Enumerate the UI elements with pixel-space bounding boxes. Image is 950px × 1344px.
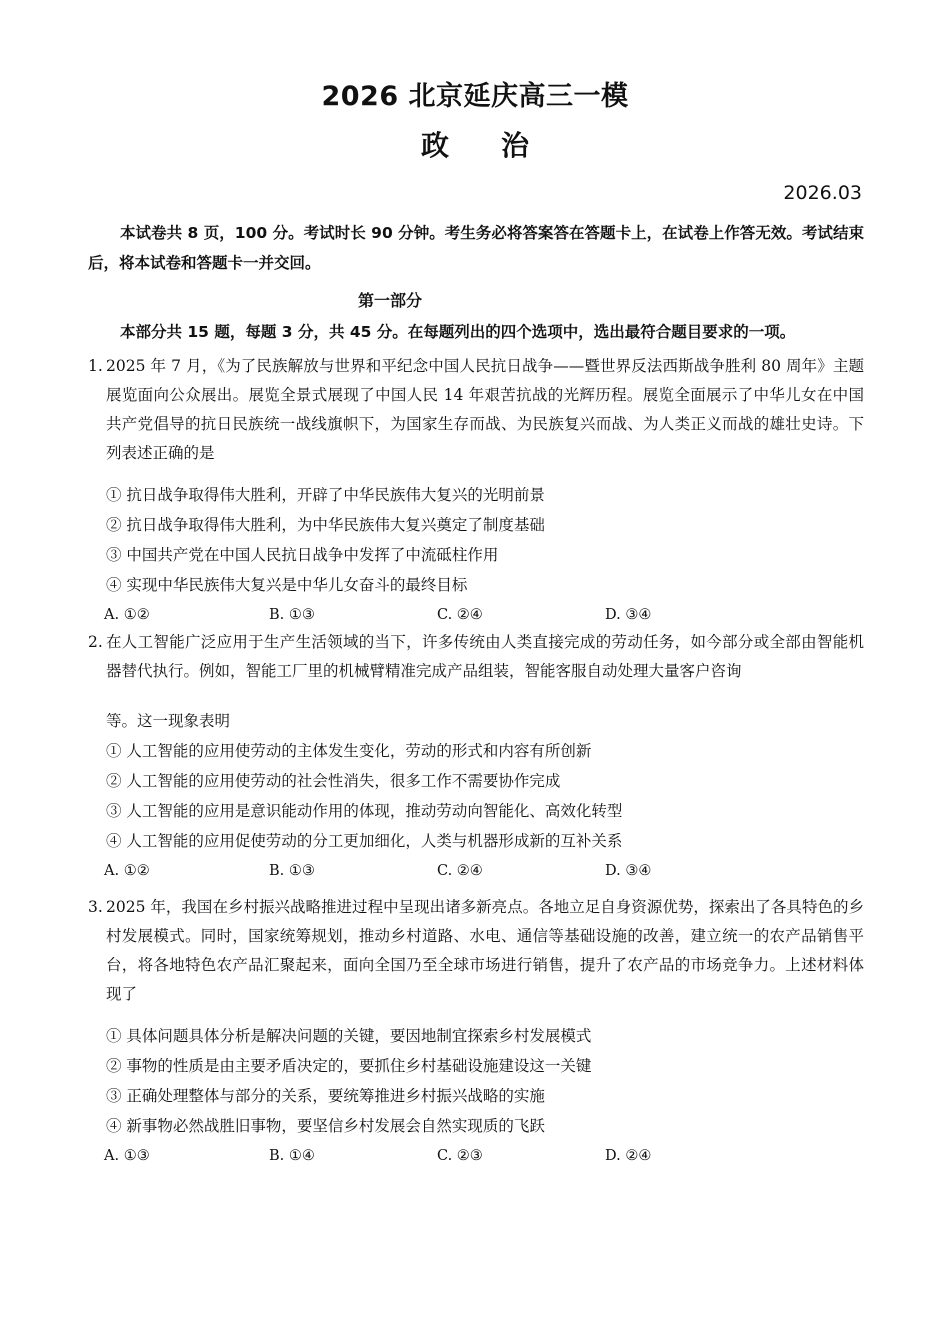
choice-d: D. ③④	[605, 863, 652, 879]
question-1	[88, 352, 864, 630]
question-3	[88, 893, 864, 1171]
choice-d: D. ②④	[605, 1148, 652, 1164]
choice-b: B. ①③	[269, 863, 315, 879]
question-number: 2.	[88, 633, 103, 651]
statement-option: ④ 人工智能的应用促使劳动的分工更加细化，人类与机器形成新的互补关系	[106, 832, 623, 850]
subject-title: 政治	[420, 129, 581, 162]
choice-a: A. ①②	[104, 863, 150, 879]
part-description: 本部分共 15 题，每题 3 分，共 45 分。在每题列出的四个选项中，选出最符合题目要求的一项。	[120, 323, 796, 341]
question-number: 1.	[88, 357, 103, 375]
answer-choices	[88, 600, 864, 630]
question-text: 2025 年 7 月，《为了民族解放与世界和平纪念中国人民抗日战争——暨世界反法西斯战争胜利 80 周年》主题展览面向公众展出。展览全景式展现了中国人民 14 年艰苦抗战的光辉历程。展览全面展示了中华儿女在中国共产党倡导的抗日民族统一战线旗帜下，为国家生存而战、为民族复兴而战、为人类正义而战的雄壮史诗。下列表述正确的是	[106, 357, 864, 462]
choice-b: B. ①③	[269, 607, 315, 623]
statement-option: ② 事物的性质是由主要矛盾决定的，要抓住乡村基础设施建设这一关键	[106, 1057, 592, 1075]
question-stem	[88, 893, 864, 1009]
statement-option: ① 抗日战争取得伟大胜利，开辟了中华民族伟大复兴的光明前景	[106, 486, 545, 504]
choice-b: B. ①④	[269, 1148, 315, 1164]
exam-notice: 本试卷共 8 页，100 分。考试时长 90 分钟。考生务必将答案答在答题卡上，在试卷上作答无效。考试结束后，将本试卷和答题卡一并交回。	[88, 224, 864, 272]
question-stem	[88, 628, 864, 686]
exam-title: 2026 北京延庆高三一模	[321, 81, 629, 112]
statement-option: ② 人工智能的应用使劳动的社会性消失，很多工作不需要协作完成	[106, 772, 561, 790]
choice-a: A. ①②	[104, 607, 150, 623]
choice-c: C. ②④	[437, 863, 483, 879]
choice-c: C. ②④	[437, 607, 483, 623]
statement-option: ④ 实现中华民族伟大复兴是中华儿女奋斗的最终目标	[106, 576, 468, 594]
statement-option: ③ 人工智能的应用是意识能动作用的体现，推动劳动向智能化、高效化转型	[106, 802, 623, 820]
statement-option: ④ 新事物必然战胜旧事物，要坚信乡村发展会自然实现质的飞跃	[106, 1117, 545, 1135]
choice-a: A. ①③	[104, 1148, 150, 1164]
part-title: 第一部分	[358, 291, 423, 310]
question-text: 在人工智能广泛应用于生产生活领域的当下，许多传统由人类直接完成的劳动任务，如今部分或全部由智能机器替代执行。例如，智能工厂里的机械臂精准完成产品组装，智能客服自动处理大量客户咨询	[106, 633, 864, 680]
statement-option: ③ 中国共产党在中国人民抗日战争中发挥了中流砥柱作用	[106, 546, 499, 564]
question-number: 3.	[88, 898, 103, 916]
answer-choices	[88, 856, 864, 886]
choice-d: D. ③④	[605, 607, 652, 623]
question-text-continued: 等。这一现象表明	[106, 712, 231, 730]
statement-option: ① 具体问题具体分析是解决问题的关键，要因地制宜探索乡村发展模式	[106, 1027, 592, 1045]
question-2	[88, 628, 864, 886]
statement-option: ③ 正确处理整体与部分的关系，要统筹推进乡村振兴战略的实施	[106, 1087, 545, 1105]
exam-date: 2026.03	[783, 182, 862, 204]
statement-option: ② 抗日战争取得伟大胜利，为中华民族伟大复兴奠定了制度基础	[106, 516, 545, 534]
choice-c: C. ②③	[437, 1148, 483, 1164]
statement-option: ① 人工智能的应用使劳动的主体发生变化，劳动的形式和内容有所创新	[106, 742, 592, 760]
question-text: 2025 年，我国在乡村振兴战略推进过程中呈现出诸多新亮点。各地立足自身资源优势，探索出了各具特色的乡村发展模式。同时，国家统筹规划，推动乡村道路、水电、通信等基础设施的改善，建立统一的农产品销售平台，将各地特色农产品汇聚起来，面向全国乃至全球市场进行销售，提升了农产品的市场竞争力。上述材料体现了	[106, 898, 864, 1003]
question-stem	[88, 352, 864, 468]
answer-choices	[88, 1141, 864, 1171]
